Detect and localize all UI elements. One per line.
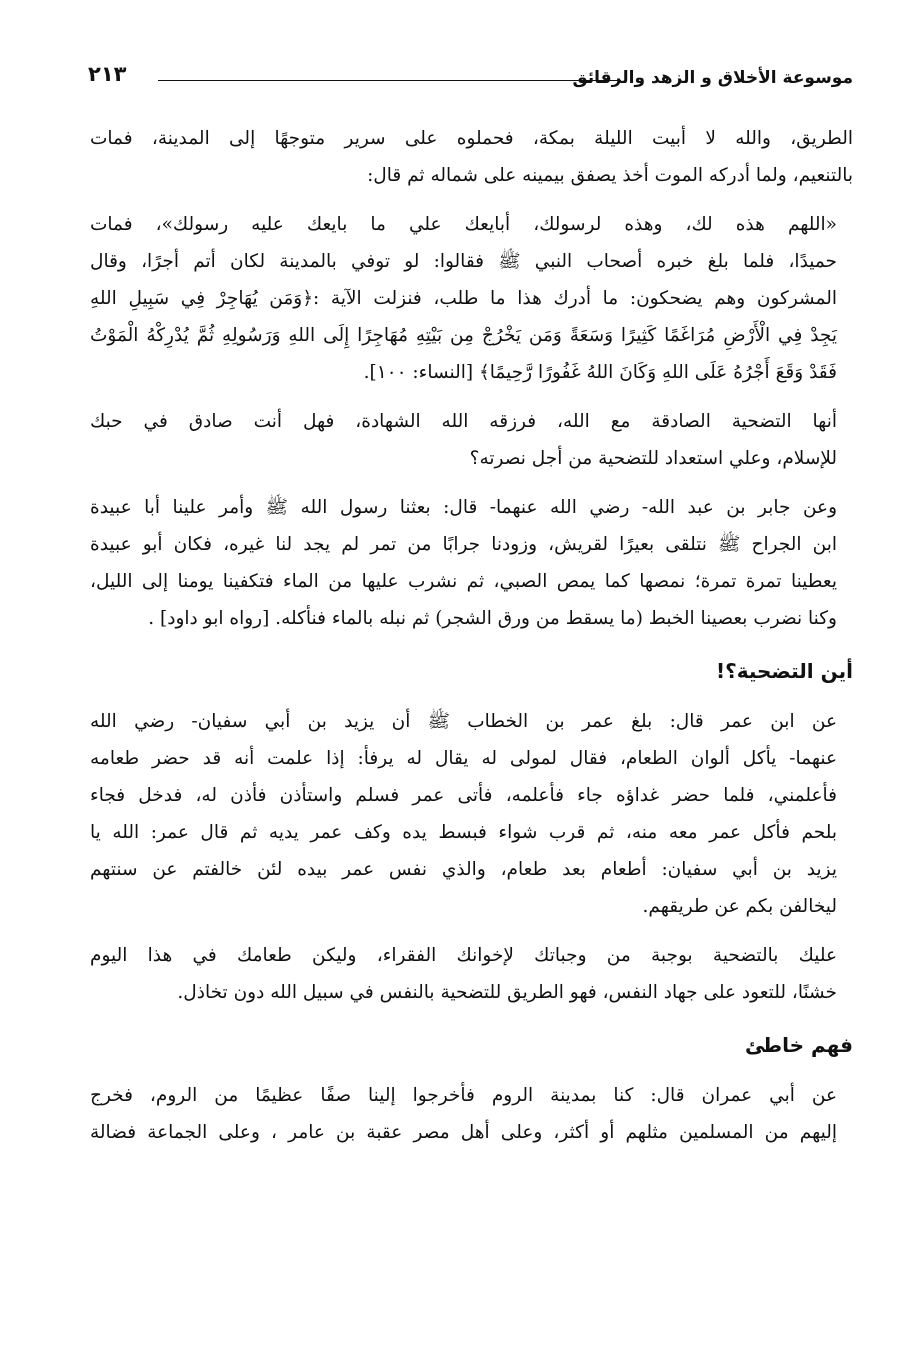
header-title: موسوعة الأخلاق و الزهد والرقائق: [572, 68, 853, 88]
text-line: إليهم من المسلمين مثلهم أو أكثر، وعلى أهل مصر عقبة بن عامر ، وعلى الجماعة فضالة: [90, 1122, 837, 1143]
text-line: وعن جابر بن عبد الله- رضي الله عنهما- قال: بعثنا رسول الله ﷺ وأمر علينا أبا عبيدة: [90, 497, 837, 518]
paragraph: [90, 489, 853, 637]
text-line: بالتنعيم، ولما أدركه الموت أخذ يصفق بيمينه على شماله ثم قال:: [367, 165, 853, 186]
text-line: خشنًا، للتعود على جهاد النفس، فهو الطريق للتضحية بالنفس في سبيل الله دون تخاذل.: [177, 982, 837, 1003]
text-line: ابن الجراح ﷺ نتلقى بعيرًا لقريش، وزودنا جرابًا من تمر لم يجد لنا غيره، فكان أبو عبيدة: [90, 534, 837, 555]
text-line: يزيد بن أبي سفيان: أطعام بعد طعام، والذي نفس عمر بيده لئن خالفتم عن سنتهم: [90, 859, 837, 880]
paragraph: [90, 703, 853, 925]
text-line: للإسلام، وعلي استعداد للتضحية من أجل نصرته؟: [469, 448, 837, 469]
page-header: [88, 62, 853, 98]
text-line: «اللهم هذه لك، وهذه لرسولك، أبايعك علي ما بايعك عليه رسولك»، فمات: [90, 214, 837, 235]
text-line: حميدًا، فلما بلغ خبره أصحاب النبي ﷺ فقالوا: لو توفي بالمدينة لكان أتم أجرًا، وقال: [90, 251, 837, 272]
text-line: بلحم فأكل عمر معه منه، ثم قرب شواء فبسط يده وكف عمر يديه ثم قال عمر: الله يا: [90, 822, 837, 843]
paragraph: [90, 120, 853, 194]
text-line: المشركون وهم يضحكون: ما أدرك هذا ما طلب، فنزلت الآية :﴿وَمَن يُهَاجِرْ فِي سَبِيلِ اللهِ: [90, 288, 837, 309]
quran-verse-line: فَقَدْ وَقَعَ أَجْرُهُ عَلَى اللهِ وَكَانَ اللهُ غَفُورًا رَّحِيمًا﴾ [النساء: ١٠٠].: [363, 362, 837, 383]
quran-verse-line: يَجِدْ فِي الْأَرْضِ مُرَاغَمًا كَثِيرًا وَسَعَةً وَمَن يَخْرُجْ مِن بَيْتِهِ مُهَاجِرًا إِلَى اللهِ وَرَسُولِهِ ثُمَّ يُدْرِكْهُ الْمَوْتُ: [90, 325, 837, 346]
text-line: عليك بالتضحية بوجبة من وجباتك لإخوانك الفقراء، وليكن طعامك في هذا اليوم: [90, 945, 837, 966]
header-rule: [158, 80, 621, 81]
text-line: أنها التضحية الصادقة مع الله، فرزقه الله الشهادة، فهل أنت صادق في حبك: [90, 411, 837, 432]
text-line: ليخالفن بكم عن طريقهم.: [642, 896, 837, 917]
paragraph: [90, 206, 853, 391]
section-heading: فهم خاطئ: [744, 1033, 853, 1057]
text-line: عن ابن عمر قال: بلغ عمر بن الخطاب ﷺ أن يزيد بن أبي سفيان- رضي الله: [90, 711, 837, 732]
text-line: فأعلمني، فلما حضر غداؤه جاء فأعلمه، فأتى عمر فسلم واستأذن فأذن له، فدخل فجاء: [90, 785, 837, 806]
text-line: الطريق، والله لا أبيت الليلة بمكة، فحملوه على سرير متوجهًا إلى المدينة، فمات: [90, 128, 853, 149]
section-heading: أين التضحية؟!: [716, 659, 853, 683]
text-line: عن أبي عمران قال: كنا بمدينة الروم فأخرجوا إلينا صفًا عظيمًا من الروم، فخرج: [90, 1085, 837, 1106]
paragraph: [90, 1077, 853, 1151]
paragraph: [90, 937, 853, 1011]
page-number: ٢١٣: [88, 62, 127, 86]
text-line: عنهما- يأكل ألوان الطعام، فقال لمولى له يقال له يرفأ: إذا علمت أنه قد حضر طعامه: [90, 748, 837, 769]
text-line: يعطينا تمرة تمرة؛ نمصها كما يمص الصبي، ثم نشرب عليها من الماء فتكفينا يومنا إلى الليل،: [90, 571, 837, 592]
text-line: وكنا نضرب بعصينا الخبط (ما يسقط من ورق الشجر) ثم نبله بالماء فنأكله. [رواه ابو داود] .: [148, 608, 837, 629]
paragraph: [90, 403, 853, 477]
page-body: [90, 120, 853, 1163]
